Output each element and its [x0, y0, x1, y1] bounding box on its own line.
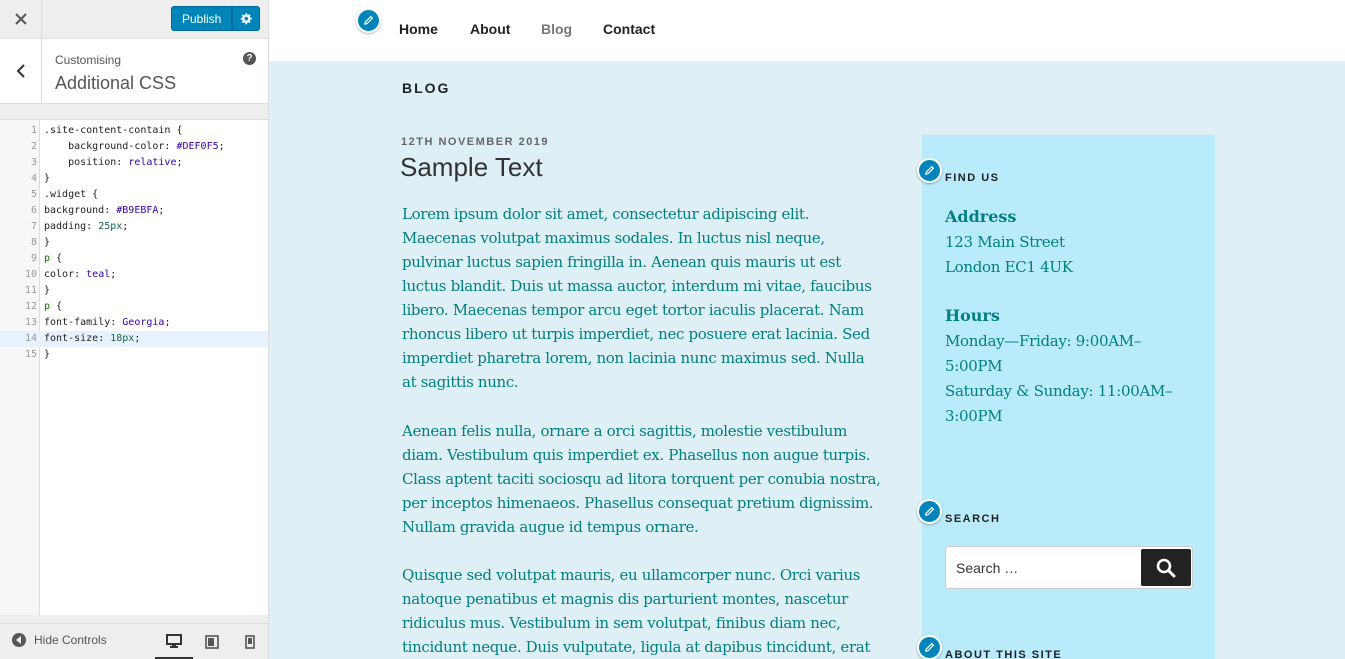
site-preview	[269, 0, 1345, 659]
hide-controls-label: Hide Controls	[34, 633, 107, 647]
line-number: 3	[30, 157, 37, 168]
customizer-sidebar	[0, 0, 269, 659]
code-line[interactable]	[0, 139, 268, 155]
line-number: 5	[30, 189, 37, 200]
tablet-icon	[205, 635, 219, 649]
line-number: 9	[30, 253, 37, 264]
code-text: background: #B9EBFA;	[44, 205, 165, 216]
customising-label: Customising	[55, 53, 122, 67]
code-text: font-size: 18px;	[44, 333, 141, 344]
code-text: }	[44, 173, 51, 184]
code-text: padding: 25px;	[44, 221, 129, 232]
nav-home[interactable]: Home	[399, 21, 438, 37]
nav-contact[interactable]: Contact	[603, 21, 656, 37]
edit-widget-shortcut[interactable]	[917, 158, 942, 183]
code-line[interactable]	[0, 235, 268, 251]
line-number: 2	[30, 141, 37, 152]
widget-sidebar	[922, 135, 1215, 659]
help-icon[interactable]: ?	[243, 52, 256, 65]
address-heading: Address	[945, 207, 1017, 226]
desktop-icon	[166, 634, 182, 648]
hours-weekend: Saturday & Sunday: 11:00AM–3:00PM	[945, 382, 1173, 425]
code-line[interactable]	[0, 267, 268, 283]
page-title: BLOG	[402, 80, 451, 96]
pencil-icon	[924, 165, 935, 176]
code-text: }	[44, 349, 51, 360]
mobile-icon	[245, 635, 255, 649]
find-us-title: FIND US	[945, 172, 1000, 184]
code-text: p {	[44, 253, 63, 264]
publish-settings-button[interactable]	[232, 6, 260, 31]
address-line: 123 Main Street	[945, 233, 1065, 251]
code-line[interactable]	[0, 283, 268, 299]
line-number: 13	[24, 317, 37, 328]
publish-button[interactable]: Publish	[171, 6, 232, 31]
pencil-icon	[924, 506, 935, 517]
address-line: London EC1 4UK	[945, 258, 1073, 276]
code-line[interactable]	[0, 299, 268, 315]
gear-icon	[240, 12, 253, 25]
code-text: position: relative;	[68, 157, 183, 168]
site-navigation	[269, 0, 1345, 61]
code-text: background-color: #DEF0F5;	[68, 141, 225, 152]
code-text: color: teal;	[44, 269, 117, 280]
preview-tablet-button[interactable]	[193, 624, 231, 659]
line-number: 6	[30, 205, 37, 216]
close-customizer-button[interactable]	[0, 0, 42, 38]
customizer-header	[0, 0, 268, 39]
code-line[interactable]	[0, 331, 268, 347]
line-number: 15	[24, 349, 37, 360]
edit-widget-shortcut[interactable]	[917, 635, 942, 659]
hours-heading: Hours	[945, 306, 1000, 325]
search-input[interactable]	[946, 547, 1140, 588]
line-number: 4	[30, 173, 37, 184]
code-line[interactable]	[0, 347, 268, 363]
line-number: 11	[24, 285, 37, 296]
code-text: .widget {	[44, 189, 99, 200]
hours-weekday: Monday—Friday: 9:00AM–5:00PM	[945, 332, 1142, 375]
preview-mobile-button[interactable]	[231, 624, 269, 659]
back-button[interactable]	[0, 39, 42, 103]
post-paragraph: Aenean felis nulla, ornare a orci sagittis, molestie vestibulum diam. Vestibulum quis imperdiet ex. Phasellus non augue turpis. Class aptent taciti sociosqu ad litora torquent per conubia nostra, per inceptos himenaeos. Phasellus consequat pretium dignissim. Nullam gravida augue id tempus ornare.	[402, 422, 881, 536]
section-header	[0, 39, 268, 104]
code-line[interactable]	[0, 187, 268, 203]
about-title: ABOUT THIS SITE	[945, 649, 1063, 659]
code-text: .site-content-contain {	[44, 125, 183, 136]
code-text: font-family: Georgia;	[44, 317, 171, 328]
edit-menu-shortcut[interactable]	[356, 8, 381, 33]
section-title: Additional CSS	[55, 73, 177, 93]
code-line[interactable]	[0, 171, 268, 187]
code-text: }	[44, 285, 51, 296]
post-date[interactable]: 12TH NOVEMBER 2019	[401, 136, 550, 148]
customizer-footer	[0, 623, 268, 659]
line-number: 8	[30, 237, 37, 248]
code-line[interactable]	[0, 251, 268, 267]
preview-desktop-button[interactable]	[155, 624, 193, 659]
search-title: SEARCH	[945, 513, 1001, 525]
code-line[interactable]	[0, 155, 268, 171]
search-button[interactable]	[1141, 549, 1191, 586]
line-number: 12	[24, 301, 37, 312]
code-line[interactable]	[0, 315, 268, 331]
post-title[interactable]: Sample Text	[400, 152, 543, 182]
code-line[interactable]	[0, 203, 268, 219]
hide-controls-icon	[12, 633, 26, 647]
search-icon	[1156, 558, 1176, 578]
code-line[interactable]	[0, 219, 268, 235]
line-number: 7	[30, 221, 37, 232]
close-icon	[15, 13, 27, 25]
chevron-left-icon	[16, 64, 26, 78]
search-form	[945, 546, 1193, 589]
line-number: 14	[24, 333, 37, 344]
publish-group	[171, 6, 260, 31]
post-paragraph: Quisque sed volutpat mauris, eu ullamcorper nunc. Orci varius natoque penatibus et magnis dis parturient montes, nascetur ridiculus mus. Vestibulum in sem volutpat, finibus diam nec, tincidunt neque. Duis vulputate, ligula at dapibus tincidunt, erat	[402, 566, 871, 656]
hide-controls-button[interactable]	[12, 633, 107, 647]
nav-blog[interactable]: Blog	[541, 21, 573, 37]
code-text: p {	[44, 301, 63, 312]
code-line[interactable]	[0, 123, 268, 139]
pencil-icon	[363, 15, 374, 26]
edit-widget-shortcut[interactable]	[917, 499, 942, 524]
css-code-editor[interactable]	[0, 119, 268, 615]
pencil-icon	[924, 642, 935, 653]
line-number: 1	[30, 125, 37, 136]
line-number: 10	[24, 269, 37, 280]
nav-about[interactable]: About	[470, 21, 511, 37]
post-paragraph: Lorem ipsum dolor sit amet, consectetur adipiscing elit. Maecenas volutpat maximus sodales. In luctus nisl neque, pulvinar luctus sapien fringilla in. Aenean quis mauris ut est luctus blandit. Duis ut massa auctor, interdum mi vitae, faucibus libero. Maecenas tempor arcu eget tortor iaculis placerat. Nam rhoncus libero ut turpis imperdiet, nec posuere erat lacinia. Sed imperdiet pharetra lorem, non lacinia nunc maximus sed. Nulla at sagittis nunc.	[402, 205, 872, 391]
code-text: }	[44, 237, 51, 248]
